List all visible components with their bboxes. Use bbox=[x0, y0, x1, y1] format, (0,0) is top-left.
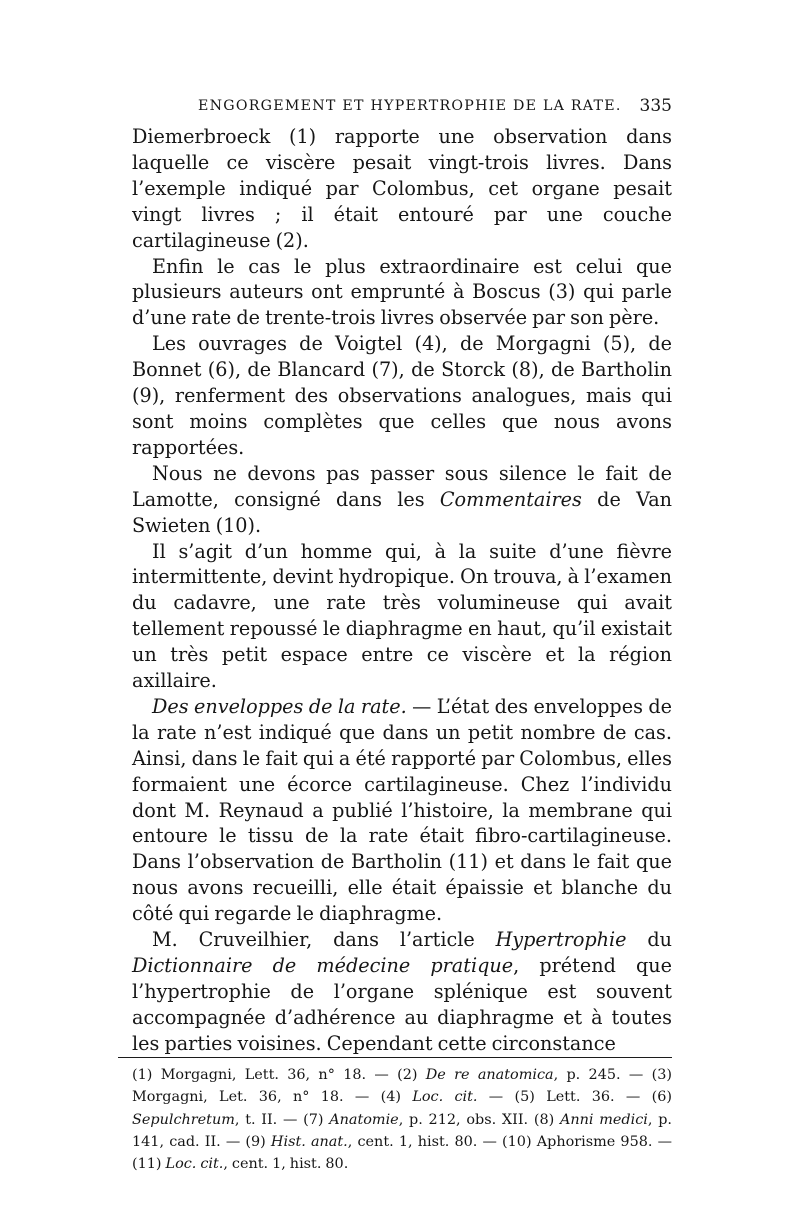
paragraph bbox=[132, 927, 672, 1057]
text-run: — L’état des enveloppes de la rate n’est indiqué que dans un petit nombre de cas. Ainsi, dans le fait qui a été rapporté par Colombus, elles formaient une écorce cartilagineuse. Chez l’individu dont M. Reynaud a publié l’histoire, la membrane qui entoure le tissu de la rate était fibro-cartilagineuse. Dans l’observation de Bartholin (11) et dans le fait que nous avons recueilli, elle était épaissie et blanche du côté qui regarde le diaphragme. bbox=[132, 694, 672, 926]
footnote-rule bbox=[118, 1057, 672, 1058]
footnotes bbox=[132, 1064, 672, 1175]
running-head-title: ENGORGEMENT ET HYPERTROPHIE DE LA RATE. bbox=[198, 98, 622, 114]
text-run: Enfin le cas le plus extraordinaire est celui que plusieurs auteurs ont emprunté à Boscus (3) qui parle d’une rate de trente-trois livres observée par son père. bbox=[132, 254, 672, 330]
text-run: Nous ne devons pas passer sous silence le fait de Lamotte, consigné dans les bbox=[132, 461, 672, 511]
italic-text: Hypertrophie bbox=[495, 928, 627, 952]
paragraph bbox=[132, 124, 672, 254]
italic-text: Anni medici bbox=[559, 1111, 648, 1128]
footnote-text bbox=[132, 1064, 672, 1175]
italic-text: Hist. anat. bbox=[270, 1133, 348, 1150]
italic-text: Anatomie bbox=[329, 1111, 399, 1128]
running-head bbox=[132, 96, 672, 118]
text-run: , cent. 1, hist. 80. bbox=[223, 1156, 349, 1173]
text-run: Il s’agit d’un homme qui, à la suite d’une fièvre intermittente, devint hydropique. On trouva, à l’examen du cadavre, une rate très volumineuse qui avait tellement repoussé le diaphragme en haut, qu’il existait un très petit espace entre ce viscère et la région axillaire. bbox=[132, 539, 672, 693]
italic-text: Commentaires bbox=[439, 487, 582, 511]
text-run: , p. 141, cad. II. — (9) bbox=[132, 1111, 672, 1150]
body-text bbox=[132, 124, 672, 1057]
text-run: Diemerbroeck (1) rapporte une observation dans laquelle ce viscère pesait vingt-trois livres. Dans l’exemple indiqué par Colombus, cet organe pesait vingt livres ; il était entouré par une couche cartilagineuse (2). bbox=[132, 125, 672, 252]
text-run: M. Cruveilhier, dans l’article bbox=[152, 928, 496, 952]
italic-text: Sepulchretum bbox=[132, 1111, 235, 1128]
italic-text: Loc. cit. bbox=[165, 1156, 224, 1173]
paragraph bbox=[132, 254, 672, 332]
text-run: — (5) Lett. 36. — (6) bbox=[477, 1089, 672, 1106]
text-run: de Van Swieten (10). bbox=[132, 487, 672, 537]
text-run: du bbox=[626, 928, 672, 952]
paragraph bbox=[132, 331, 672, 461]
paragraph bbox=[132, 694, 672, 927]
text-run: , cent. 1, hist. 80. — (10) Aphorisme 958. — (11) bbox=[132, 1133, 672, 1173]
italic-text: Loc. cit. bbox=[412, 1089, 478, 1106]
text-run: (1) Morgagni, Lett. 36, n° 18. — (2) bbox=[132, 1067, 426, 1083]
page-number: 335 bbox=[639, 96, 672, 116]
text-run: , prétend que l’hypertrophie de l’organe splénique est souvent accompagnée d’adhérence au diaphragme et à toutes les parties voisines. Cependant cette circonstance bbox=[132, 954, 672, 1055]
text-run: , p. 212, obs. XII. (8) bbox=[398, 1111, 560, 1128]
text-run: Les ouvrages de Voigtel (4), de Morgagni (5), de Bonnet (6), de Blancard (7), de Storck (8), de Bartholin (9), renferment des observations analogues, mais qui sont moins complètes que celles que nous avons rapportées. bbox=[132, 332, 672, 459]
italic-text: De re anatomica bbox=[425, 1067, 554, 1083]
paragraph bbox=[132, 461, 672, 539]
italic-text: Dictionnaire de médecine pratique bbox=[132, 954, 514, 977]
italic-text: Des enveloppes de la rate. bbox=[152, 694, 407, 718]
text-run: , t. II. — (7) bbox=[234, 1111, 330, 1128]
text-run: , p. 245. — (3) Morgagni, Let. 36, n° 18. — (4) bbox=[132, 1067, 672, 1106]
paragraph bbox=[132, 539, 672, 694]
